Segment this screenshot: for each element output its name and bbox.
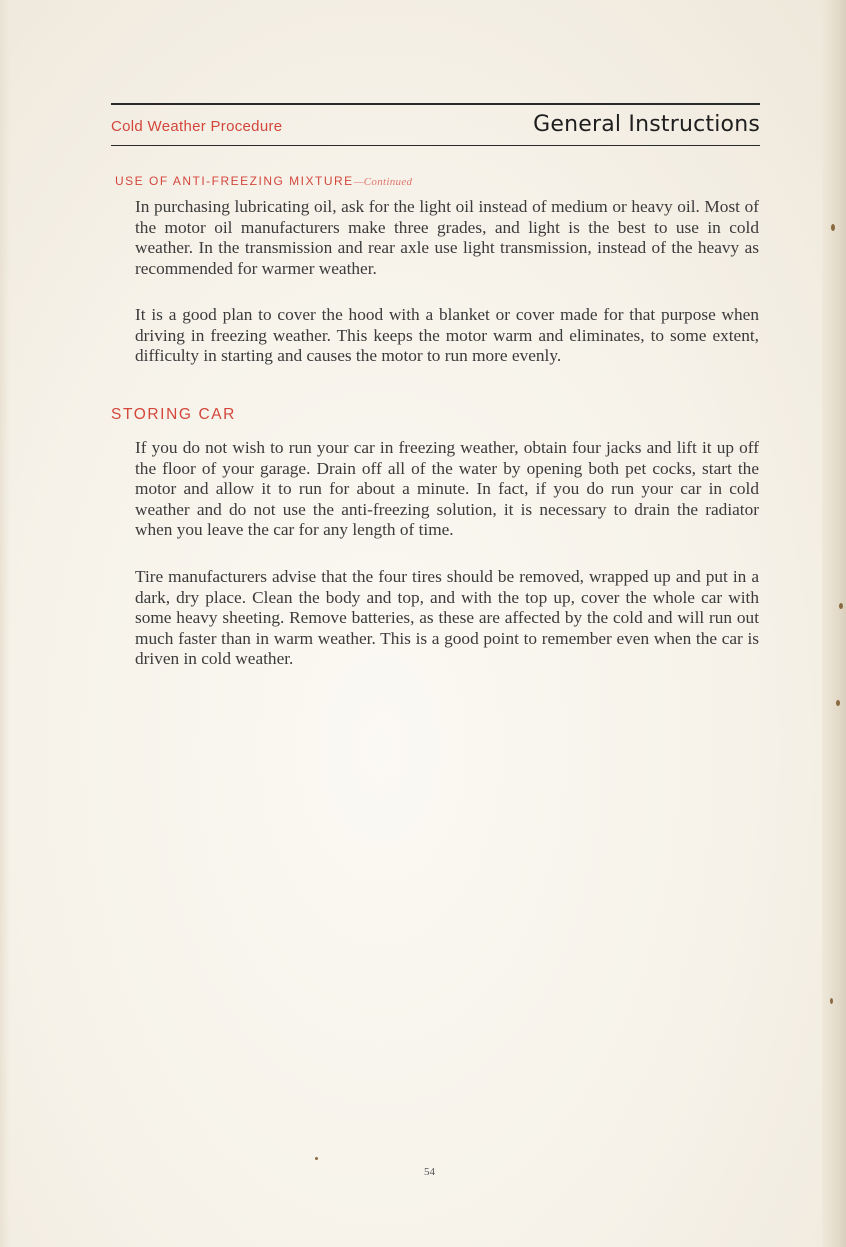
running-header-chapter: General Instructions: [533, 112, 760, 137]
running-header-section: Cold Weather Procedure: [111, 118, 283, 135]
paragraph-lubricating-oil: In purchasing lubricating oil, ask for the light oil instead of medium or heavy oil. Most of the motor oil manufacturers make three grades, and light is the best to use in cold weather. In the transmission and rear axle use light transmission, instead of the heavy as recommended for warmer weather.: [135, 197, 759, 278]
paragraph-drain-water: If you do not wish to run your car in freezing weather, obtain four jacks and lift it up off the floor of your garage. Drain off all of the water by opening both pet cocks, start the motor and allow it to run for about a minute. In fact, if you do run your car in cold weather and do not use the anti-freezing solution, it is necessary to drain the radiator when you leave the car for any length of time.: [135, 438, 759, 539]
paper-speck: [315, 1157, 318, 1160]
paper-speck: [839, 603, 843, 609]
section-heading-storing-car: STORING CAR: [111, 406, 236, 423]
paragraph-hood-blanket: It is a good plan to cover the hood with a blanket or cover made for that purpose when driving in freezing weather. This keeps the motor warm and eliminates, to some extent, difficulty in starting and causes the motor to run more evenly.: [135, 305, 759, 365]
page-left-shadow: [0, 0, 10, 1247]
page-number: 54: [424, 1166, 435, 1178]
paragraph-tires-batteries: Tire manufacturers advise that the four tires should be removed, wrapped up and put in a dark, dry place. Clean the body and top, and with the top up, cover the whole car with some heavy sheeting. Remove batteries, as these are affected by the cold and will run out much faster than in warm weather. This is a good point to remember even when the car is driven in cold weather.: [135, 567, 759, 668]
paper-speck: [836, 700, 840, 706]
paper-speck: [830, 998, 833, 1004]
header-rule-bottom: [111, 145, 760, 146]
page-right-edge: [822, 0, 846, 1247]
subsection-heading-text: USE OF ANTI-FREEZING MIXTURE: [115, 174, 354, 188]
continued-label: —Continued: [353, 176, 413, 188]
subsection-heading-antifreeze: [115, 174, 412, 188]
header-rule-top: [111, 103, 760, 105]
paper-speck: [831, 224, 835, 231]
